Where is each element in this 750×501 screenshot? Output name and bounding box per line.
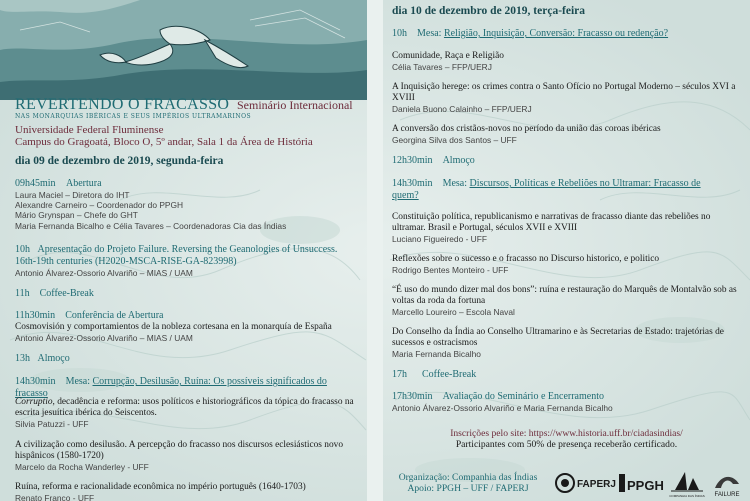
speaker: Antonio Álvarez-Ossorio Alvariño – MIAS / UAM	[15, 268, 193, 278]
subtitle: NAS MONARQUIAS IBÉRICAS E SEUS IMPÉRIOS ULTRAMARINOS	[15, 113, 252, 120]
session-time: 14h30min	[15, 376, 56, 387]
faperj-text: FAPERJ	[577, 479, 616, 490]
sponsor-logos	[553, 468, 748, 498]
session-coffee1	[15, 288, 360, 300]
speaker: Marcelo da Rocha Wanderley - UFF	[15, 462, 149, 472]
paper-religiao-3	[392, 124, 742, 145]
speaker: Georgina Silva dos Santos – UFF	[392, 135, 517, 145]
paper-discursos-2	[392, 254, 742, 275]
paper-title: A civilização como desilusão. A percepção do fracasso nos discursos eclesiásticos novo hispânicos (1580-1720)	[15, 440, 344, 461]
university-name: Universidade Federal Fluminense	[15, 124, 164, 136]
paper-title: Reflexões sobre o sucesso e o fracasso no Discurso historico, e politico	[392, 254, 660, 264]
page-title: REVERTENDO O FRACASSO	[15, 96, 230, 113]
speaker: Marcello Loureiro – Escola Naval	[392, 307, 515, 317]
ppgh-text: PPGH	[627, 478, 664, 493]
session-time: 11h30min	[15, 310, 56, 321]
organization-block	[398, 472, 538, 494]
column-divider	[367, 0, 383, 501]
session-almoco2	[392, 155, 742, 167]
speaker: Rodrigo Bentes Monteiro - UFF	[392, 265, 509, 275]
session-time: 09h45min	[15, 178, 56, 189]
session-label: Avaliação do Seminário e Encerramento	[442, 391, 604, 402]
session-label-2: 16th-19th centuries (H2020-MSCA-RISE-GA-823998)	[15, 256, 237, 267]
session-abertura	[15, 178, 360, 231]
companhia-logo	[669, 472, 705, 498]
paper-2	[15, 440, 360, 472]
session-mesa-discursos	[392, 178, 742, 202]
session-time: 10h	[15, 244, 30, 255]
mesa-title: Corrupção, Desilusão, Ruína: Os possíveis significados do fracasso	[15, 376, 327, 399]
speaker: Luciano Figueiredo - UFF	[392, 234, 487, 244]
mesa-title: Religião, Inquisição, Conversão: Fracasso ou redenção?	[443, 28, 669, 39]
presenter-line: Maria Fernanda Bicalho e Célia Tavares – Coordenadoras Cia das Índias	[15, 220, 287, 231]
paper-3	[15, 482, 360, 501]
speaker: Renato Franco - UFF	[15, 493, 95, 501]
session-time: 11h	[15, 288, 30, 299]
seminar-label: Seminário Internacional	[237, 98, 353, 112]
speaker: Antonio Álvarez-Ossorio Alvariño – MIAS / UAM	[15, 333, 193, 343]
speaker: Antonio Álvarez-Ossorio Alvariño e Maria Fernanda Bicalho	[392, 403, 613, 413]
right-column	[383, 0, 750, 501]
session-label: Coffee-Break	[39, 288, 94, 299]
supporter: Apoio: PPGH – UFF / FAPERJ	[407, 483, 529, 494]
session-label: Apresentação do Projeto Failure. Reversing the Geanologies of Unsuccess.	[37, 244, 338, 255]
registration-info: Inscrições pelo site: https://www.historia.uff.br/ciadasindias/	[450, 428, 683, 439]
session-coffee2	[392, 369, 742, 381]
certificate-info: Participantes com 50% de presença receberão certificado.	[455, 439, 678, 450]
mesa-prefix: Mesa:	[442, 178, 468, 189]
session-avaliacao	[392, 391, 742, 413]
paper-title: Do Conselho da Índia ao Conselho Ultramarino e às Secretarias de Estado: trajetórias de sucessos e ostracismos	[392, 327, 724, 348]
paper-discursos-3	[392, 285, 742, 317]
ppgh-logo	[619, 474, 664, 493]
failure-logo	[714, 477, 739, 498]
mesa-prefix: Mesa:	[417, 28, 442, 39]
session-time: 17h	[392, 369, 407, 380]
mesa-title-2: quem?	[392, 190, 419, 201]
session-label: Almoço	[37, 353, 70, 364]
paper-title: “É uso do mundo dizer mal dos bons”: ruína e restauração do Marquês de Montalvão sob as voltas da roda da fortuna	[392, 285, 737, 306]
mesa-title: Discursos, Políticas e Rebeliões no Ultramar: Fracasso de	[469, 178, 701, 189]
presenter-line: Alexandre Carneiro – Coordenador do PPGH	[15, 200, 184, 211]
paper-religiao-2	[392, 82, 742, 114]
session-time: 14h30min	[392, 178, 433, 189]
left-column	[0, 0, 367, 501]
paper-religiao-1	[392, 51, 742, 72]
session-time: 10h	[392, 28, 407, 39]
organizer: Organização: Companhia das Índias	[398, 472, 538, 483]
header-block	[15, 96, 360, 148]
paper-title: A Inquisição herege: os crimes contra o Santo Ofício no Portugal Moderno – séculos XVI a XVIII	[392, 82, 736, 103]
day2-heading: dia 10 de dezembro de 2019, terça-feira	[392, 5, 586, 17]
session-projeto	[15, 244, 360, 278]
falling-figure-illustration	[0, 0, 367, 100]
session-label: Conferência de Abertura	[65, 310, 164, 321]
session-conferencia	[15, 310, 360, 343]
speaker: Daniela Buono Calainho – FFP/UERJ	[392, 104, 532, 114]
session-time: 17h30min	[392, 391, 433, 402]
paper-1	[15, 397, 360, 429]
session-label: Coffee-Break	[422, 369, 477, 380]
paper-discursos-4	[392, 327, 742, 359]
paper-discursos-1	[392, 212, 742, 244]
session-almoco1	[15, 353, 360, 365]
paper-title: , decadência e reforma: usos políticos e historiográficos da tópica do fracasso na escrita jesuítica ibérica do Seiscentos.	[15, 397, 354, 418]
talk-title: Cosmovisión y comportamientos de la nobleza cortesana en la monarquía de España	[15, 322, 332, 332]
session-time: 13h	[15, 353, 30, 364]
paper-title: Comunidade, Raça e Religião	[392, 51, 504, 61]
mesa-prefix: Mesa:	[65, 376, 91, 387]
companhia-text: COMPANHIA DAS ÍNDIAS	[669, 494, 705, 498]
session-label: Abertura	[66, 178, 102, 189]
day1-heading: dia 09 de dezembro de 2019, segunda-feira	[15, 155, 224, 167]
paper-title: Ruína, reforma e racionalidade econômica no império português (1640-1703)	[15, 482, 306, 492]
speaker: Silvia Patuzzi - UFF	[15, 419, 89, 429]
campus-address: Campus do Gragoatá, Bloco O, 5º andar, Sala 1 da Área de História	[15, 136, 313, 148]
session-mesa-religiao	[392, 28, 742, 40]
presenter-line: Mário Grynspan – Chefe do GHT	[15, 210, 138, 221]
faperj-logo	[556, 474, 616, 492]
footer	[383, 428, 750, 498]
session-label: Almoço	[442, 155, 475, 166]
paper-title: A conversão dos cristãos-novos no período da união das coroas ibéricas	[392, 124, 661, 134]
speaker: Célia Tavares – FFP/UERJ	[392, 62, 492, 72]
speaker: Maria Fernanda Bicalho	[392, 349, 481, 359]
session-time: 12h30min	[392, 155, 433, 166]
presenter-line: Laura Maciel – Diretora do IHT	[15, 190, 130, 200]
paper-lead: Corruptio	[15, 397, 53, 407]
failure-text: FAILURE	[714, 492, 740, 498]
paper-title: Constituição política, republicanismo e narrativas de fracasso diante das rebeliões no ultramar. Brasil e Portugal, séculos XVII e XVIII	[392, 212, 711, 233]
